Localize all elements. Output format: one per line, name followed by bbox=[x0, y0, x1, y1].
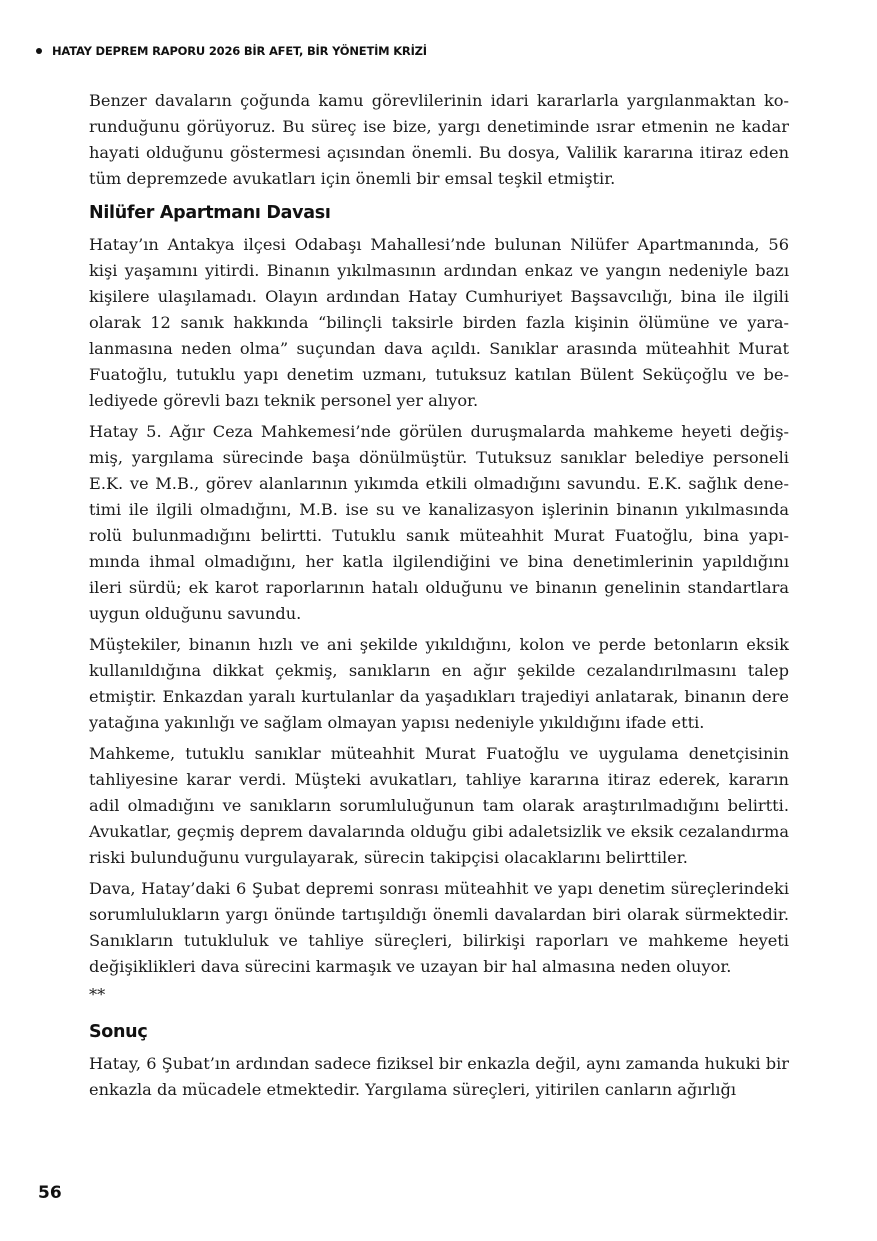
running-title: HATAY DEPREM RAPORU 2026 BİR AFET, BİR YÖNETİM KRİZİ bbox=[52, 44, 427, 58]
body-paragraph-2: Hatay 5. Ağır Ceza Mahkemesi’nde görülen duruşmalarda mahkeme heyeti değişmiş, yargılama sürecinde başa dönülmüştür. Tutuksuz sanıklar belediye personeli E.K. ve M.B., görev alanlarının yıkımda etkili olmadığını savundu. E.K. sağlık denetimi ile ilgili olmadığını, M.B. ise su ve kanalizasyon işlerinin binanın yıkılmasında rolü bulunmadığını belirtti. Tutuklu sanık müteahhit Murat Fuatoğlu, bina yapımında ihmal olmadığını, her katla ilgilendiğini ve bina denetimlerinin yapıldığını ileri sürdü; ek karot raporlarının hatalı olduğunu ve binanın genelinin standartlara uygun olduğunu savundu. bbox=[89, 422, 789, 623]
body-paragraph-1: Hatay’ın Antakya ilçesi Odabaşı Mahallesi’nde bulunan Nilüfer Apartmanında, 56 kişi yaşamını yitirdi. Binanın yıkılmasının ardından enkaz ve yangın nedeniyle bazı kişilere ulaşılamadı. Olayın ardından Hatay Cumhuriyet Başsavcılığı, bina ile ilgili olarak 12 sanık hakkında “bilinçli taksirle birden fazla kişinin ölümüne ve yaralanmasına neden olma” suçundan dava açıldı. Sanıklar arasında müteahhit Murat Fuatoğlu, tutuklu yapı denetim uzmanı, tutuksuz katılan Bülent Seküçoğlu ve belediyede görevli bazı teknik personel yer alıyor. bbox=[89, 235, 789, 410]
conclusion-heading: Sonuç bbox=[89, 1022, 148, 1042]
section-heading: Nilüfer Apartmanı Davası bbox=[89, 203, 331, 223]
body-paragraph-5: Dava, Hatay’daki 6 Şubat depremi sonrası müteahhit ve yapı denetim süreçlerindeki sorumlulukların yargı önünde tartışıldığı önemli davalardan biri olarak sürmektedir. Sanıkların tutukluluk ve tahliye süreçleri, bilirkişi raporları ve mahkeme heyeti değişiklikleri dava sürecini karmaşık ve uzayan bir hal almasına neden oluyor. bbox=[89, 879, 789, 976]
running-header bbox=[36, 44, 427, 58]
bullet-dot-icon bbox=[36, 48, 42, 54]
body-paragraph-4: Mahkeme, tutuklu sanıklar müteahhit Murat Fuatoğlu ve uygulama denetçisinin tahliyesine karar verdi. Müşteki avukatları, tahliye kararına itiraz ederek, kararın adil olmadığını ve sanıkların sorumluluğunun tam olarak araştırılmadığını belirtti. Avukatlar, geçmiş deprem davalarında olduğu gibi adaletsizlik ve eksik cezalandırma riski bulunduğunu vurgulayarak, sürecin takipçisi olacaklarını belirttiler. bbox=[89, 744, 789, 867]
intro-paragraph: Benzer davaların çoğunda kamu görevlilerinin idari kararlarla yargılanmaktan korunduğunu görüyoruz. Bu süreç ise bize, yargı denetiminde ısrar etmenin ne kadar hayati olduğunu göstermesi açısından önemli. Bu dosya, Valilik kararına itiraz eden tüm depremzede avukatları için önemli bir emsal teşkil etmiştir. bbox=[89, 91, 789, 188]
body-paragraph-3: Müştekiler, binanın hızlı ve ani şekilde yıkıldığını, kolon ve perde betonların eksik kullanıldığına dikkat çekmiş, sanıkların en ağır şekilde cezalandırılmasını talep etmiştir. Enkazdan yaralı kurtulanlar da yaşadıkları trajediyi anlatarak, binanın dere yatağına yakınlığı ve sağlam olmayan yapısı nedeniyle yıkıldığını ifade etti. bbox=[89, 635, 789, 732]
page-number: 56 bbox=[38, 1183, 62, 1203]
section-separator: ** bbox=[89, 985, 106, 1004]
conclusion-paragraph: Hatay, 6 Şubat’ın ardından sadece fiziksel bir enkazla değil, aynı zamanda hukuki bir enkazla da mücadele etmektedir. Yargılama süreçleri, yitirilen canların ağırlığı bbox=[89, 1054, 789, 1099]
page-content bbox=[89, 88, 789, 1108]
